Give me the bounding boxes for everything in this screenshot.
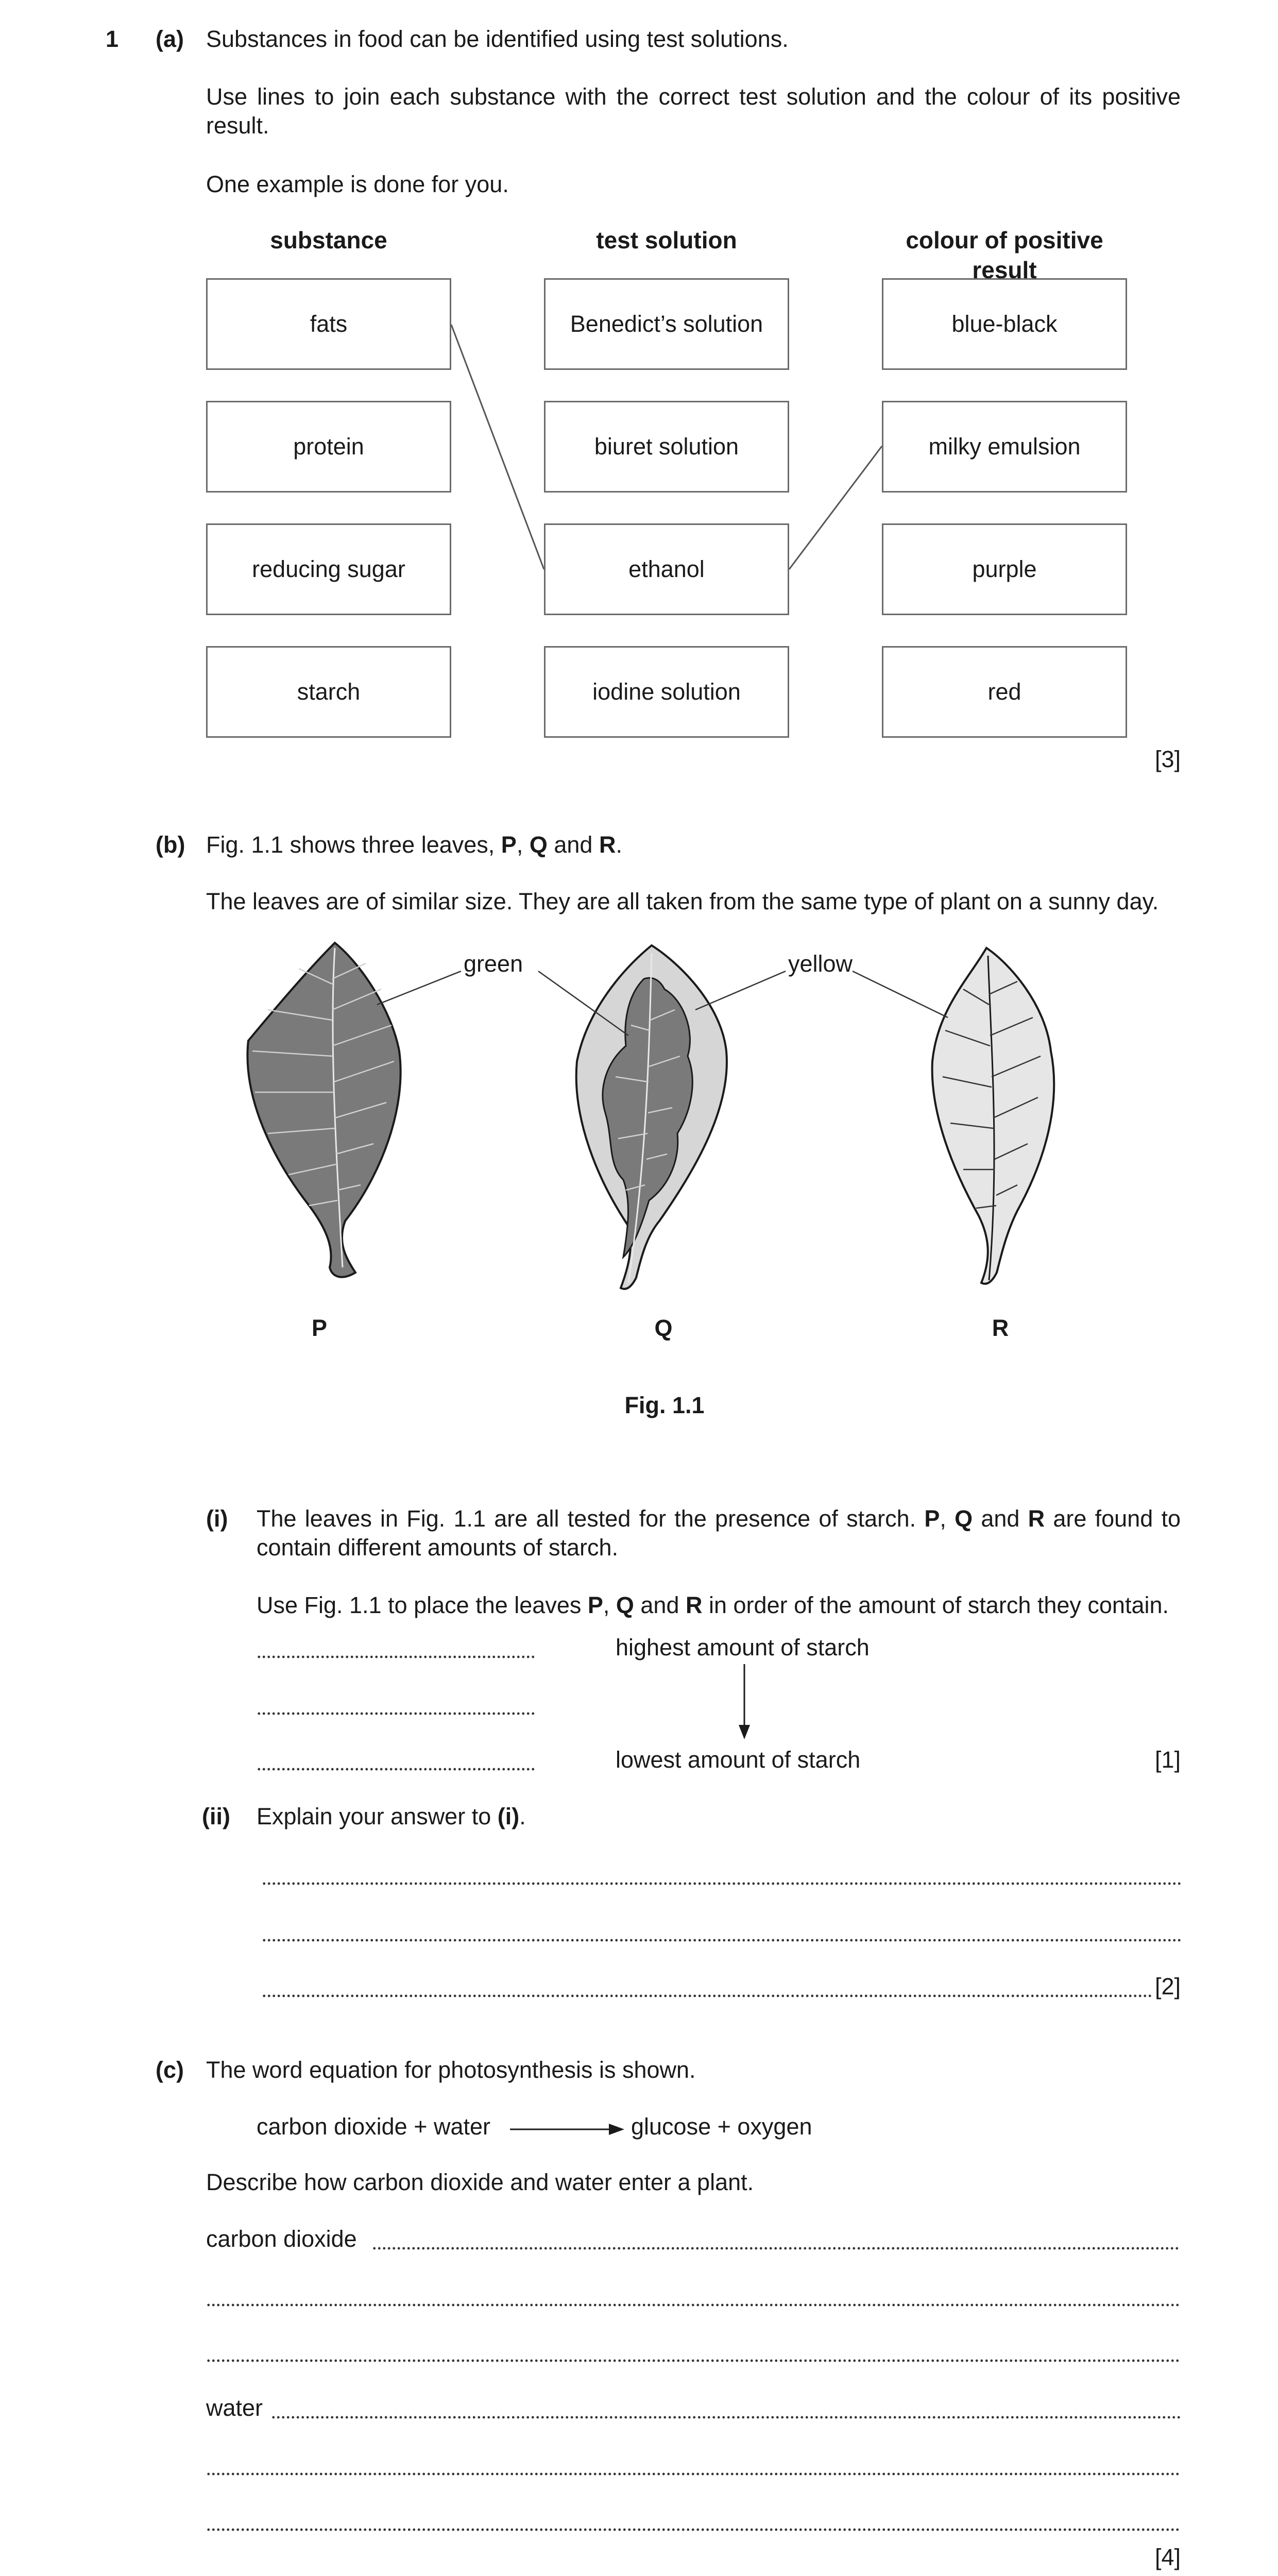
answer-line-b-ii-2[interactable] [262, 1937, 1181, 1943]
co2-label: carbon dioxide [206, 2226, 357, 2252]
column-header-substance: substance [270, 227, 387, 253]
substance-box-starch[interactable]: starch [206, 646, 451, 738]
column-header-test-solution: test solution [596, 227, 737, 253]
column-header-colour: colour of positive result [906, 227, 1103, 283]
test-box-iodine[interactable]: iodine solution [544, 646, 789, 738]
answer-line-middle[interactable] [257, 1710, 535, 1717]
answer-line-b-ii-1[interactable] [262, 1880, 1181, 1887]
part-b-fig-intro: Fig. 1.1 shows three leaves, P, Q and R. [206, 832, 622, 858]
colour-box-red[interactable]: red [882, 646, 1127, 738]
part-c-marks: [4] [1154, 2544, 1181, 2570]
answer-line-b-ii-3[interactable] [262, 1993, 1153, 1999]
question-number: 1 [106, 26, 119, 52]
leader-line-green-p [377, 971, 461, 1005]
part-a-instruction: Use lines to join each substance with the correct test solution and the colour of its positive result. [206, 83, 1181, 139]
test-box-biuret[interactable]: biuret solution [544, 401, 789, 493]
answer-line-water-1[interactable] [271, 2414, 1181, 2420]
answer-line-lowest[interactable] [257, 1766, 535, 1772]
answer-line-co2-3[interactable] [206, 2358, 1181, 2364]
figure-label-yellow: yellow [788, 951, 853, 977]
leaf-label-q: Q [654, 1315, 673, 1341]
colour-box-milky-emulsion[interactable]: milky emulsion [882, 401, 1127, 493]
figure-label-green: green [464, 951, 523, 977]
order-label-highest: highest amount of starch [616, 1634, 870, 1660]
test-box-ethanol[interactable]: ethanol [544, 523, 789, 615]
part-c-label: (c) [156, 2057, 184, 2083]
part-b-leaves-info: The leaves are of similar size. They are all taken from the same type of plant on a sunny day. [206, 888, 1159, 914]
part-a-example-note: One example is done for you. [206, 171, 509, 197]
answer-line-water-3[interactable] [206, 2527, 1181, 2533]
figure-caption: Fig. 1.1 [624, 1392, 705, 1418]
leaf-p-drawing [247, 943, 400, 1277]
leaf-q-drawing [576, 945, 727, 1289]
leader-line-yellow-q [695, 971, 786, 1010]
leaf-label-p: P [311, 1315, 327, 1341]
part-b-i-label: (i) [206, 1505, 228, 1532]
equation-arrow-icon [510, 2122, 626, 2137]
colour-box-purple[interactable]: purple [882, 523, 1127, 615]
part-b-label: (b) [156, 832, 185, 858]
answer-line-co2-1[interactable] [372, 2245, 1181, 2251]
leaf-label-r: R [992, 1315, 1009, 1341]
order-label-lowest: lowest amount of starch [616, 1747, 861, 1773]
part-a-marks: [3] [1154, 746, 1181, 772]
part-c-question: Describe how carbon dioxide and water enter a plant. [206, 2169, 754, 2195]
down-arrow-icon [737, 1664, 752, 1741]
part-b-i-text: The leaves in Fig. 1.1 are all tested for the presence of starch. P, Q and R are found to contain different amounts of starch. [257, 1505, 1181, 1561]
leader-line-yellow-r [853, 971, 948, 1018]
part-a-intro: Substances in food can be identified using test solutions. [206, 26, 789, 52]
part-c-intro: The word equation for photosynthesis is shown. [206, 2057, 696, 2083]
water-label: water [206, 2395, 263, 2421]
leaf-r-drawing [932, 948, 1054, 1284]
answer-line-co2-2[interactable] [206, 2302, 1181, 2308]
part-b-ii-label: (ii) [202, 1803, 230, 1829]
answer-line-water-2[interactable] [206, 2471, 1181, 2477]
part-b-ii-marks: [2] [1154, 1973, 1181, 1999]
figure-1-1-leaves [0, 917, 1278, 1319]
answer-line-highest[interactable] [257, 1654, 535, 1660]
part-b-i-marks: [1] [1154, 1747, 1181, 1773]
part-a-label: (a) [156, 26, 184, 52]
equation-reactants: carbon dioxide + water [257, 2113, 491, 2140]
join-line-ethanol-milky [789, 446, 882, 569]
colour-box-blue-black[interactable]: blue-black [882, 278, 1127, 370]
substance-box-reducing-sugar[interactable]: reducing sugar [206, 523, 451, 615]
substance-box-fats[interactable]: fats [206, 278, 451, 370]
part-b-i-use-text: Use Fig. 1.1 to place the leaves P, Q and R in order of the amount of starch they contain. [257, 1592, 1169, 1618]
example-join-lines [0, 0, 1278, 773]
substance-box-protein[interactable]: protein [206, 401, 451, 493]
join-line-fats-ethanol [451, 325, 544, 569]
test-box-benedicts[interactable]: Benedict’s solution [544, 278, 789, 370]
equation-products: glucose + oxygen [631, 2113, 812, 2140]
part-b-ii-text: Explain your answer to (i). [257, 1803, 526, 1829]
